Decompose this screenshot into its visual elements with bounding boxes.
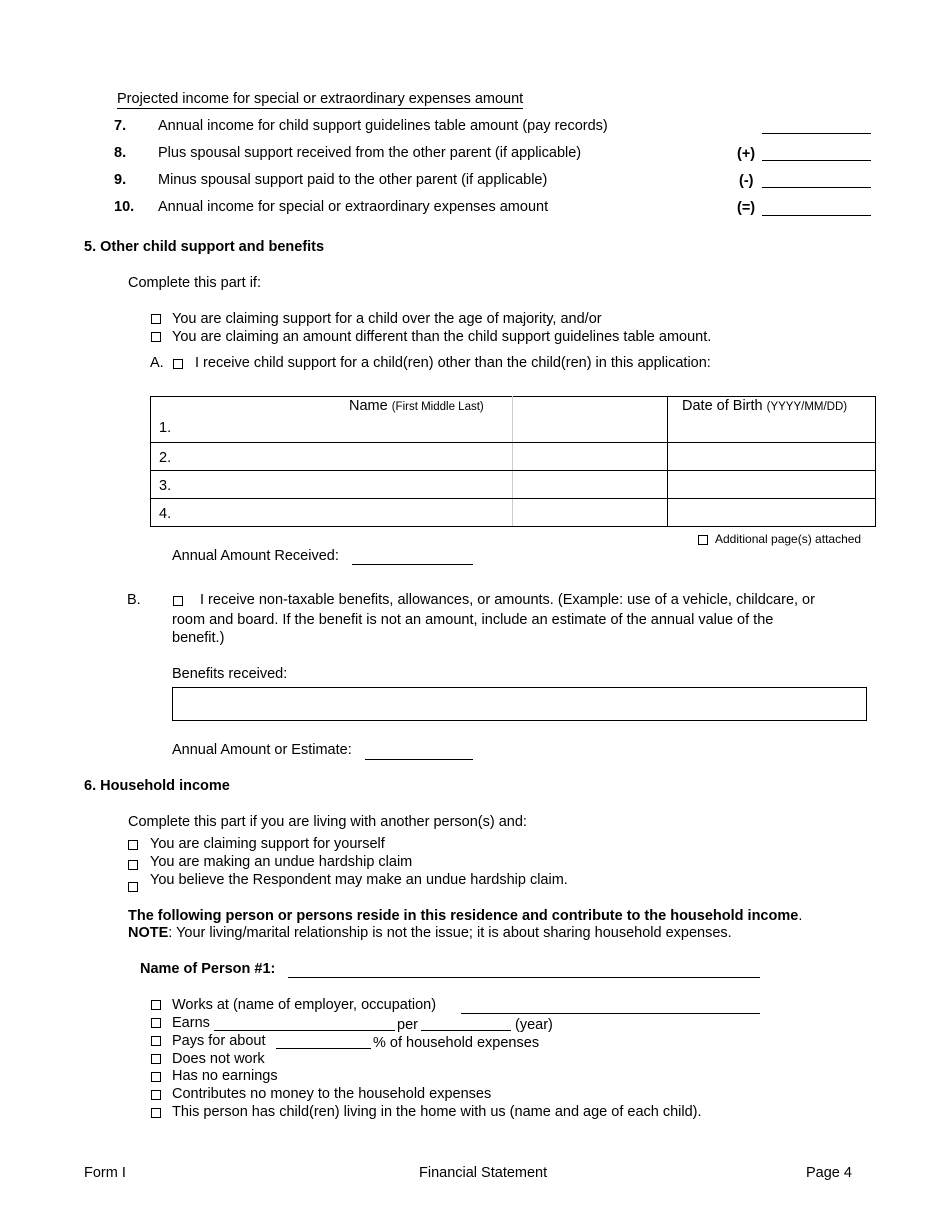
- earns-label: Earns: [172, 1015, 210, 1031]
- footer-page-number: Page 4: [806, 1165, 852, 1181]
- pays-for-label: Pays for about: [172, 1033, 266, 1049]
- footer-title: Financial Statement: [419, 1165, 548, 1181]
- table-row: [151, 471, 876, 499]
- line-9-label: Minus spousal support paid to the other parent (if applicable): [158, 172, 548, 188]
- has-children-label: This person has child(ren) living in the home with us (name and age of each child).: [172, 1104, 702, 1120]
- name-header: Name: [349, 398, 388, 414]
- part-a-label: I receive child support for a child(ren) other than the child(ren) in this application:: [195, 355, 711, 371]
- row-3-name-cell[interactable]: [151, 471, 513, 499]
- household-statement-period: .: [798, 908, 803, 924]
- row-2-extra-cell[interactable]: [513, 443, 668, 471]
- part-b-text-line2: room and board. If the benefit is not an amount, include an estimate of the annual value of the: [172, 612, 774, 628]
- line-10-sign: (=): [737, 200, 756, 216]
- works-at-checkbox[interactable]: [151, 1000, 161, 1010]
- pays-for-checkbox[interactable]: [151, 1036, 161, 1046]
- annual-amount-estimate-label: Annual Amount or Estimate:: [172, 742, 352, 758]
- row-3-dob-cell[interactable]: [668, 471, 876, 499]
- undue-hardship-label: You are making an undue hardship claim: [150, 854, 413, 870]
- respondent-hardship-label: You believe the Respondent may make an undue hardship claim.: [150, 872, 568, 888]
- no-money-checkbox[interactable]: [151, 1090, 161, 1100]
- row-3-label: 3.: [159, 478, 172, 494]
- line-8-sign: (+): [737, 146, 756, 162]
- earns-period-input[interactable]: [421, 1030, 511, 1031]
- person-1-label: Name of Person #1:: [140, 961, 276, 977]
- table-row: [151, 443, 876, 471]
- no-money-label: Contributes no money to the household expenses: [172, 1086, 492, 1102]
- works-at-label: Works at (name of employer, occupation): [172, 997, 437, 1013]
- annual-amount-received-input[interactable]: [352, 564, 473, 565]
- row-4-dob-cell[interactable]: [668, 499, 876, 527]
- table-row: [151, 499, 876, 527]
- section-6-heading: 6. Household income: [84, 778, 230, 794]
- name-hint: (First Middle Last): [391, 401, 484, 413]
- respondent-hardship-checkbox[interactable]: [128, 882, 138, 892]
- benefits-received-input[interactable]: [172, 687, 867, 721]
- dob-hint: (YYYY/MM/DD): [766, 401, 848, 413]
- condition-different-amount-checkbox[interactable]: [151, 332, 161, 342]
- line-8-number: 8.: [114, 145, 127, 161]
- no-earnings-checkbox[interactable]: [151, 1072, 161, 1082]
- undue-hardship-checkbox[interactable]: [128, 860, 138, 870]
- part-b-checkbox[interactable]: [173, 596, 183, 606]
- condition-majority-checkbox[interactable]: [151, 314, 161, 324]
- annual-amount-received-label: Annual Amount Received:: [172, 548, 339, 564]
- dob-header: Date of Birth: [682, 398, 763, 414]
- row-2-dob-cell[interactable]: [668, 443, 876, 471]
- row-1-extra-cell[interactable]: [513, 397, 668, 443]
- row-4-name-cell[interactable]: [151, 499, 513, 527]
- line-8-label: Plus spousal support received from the other parent (if applicable): [158, 145, 582, 161]
- part-a-checkbox[interactable]: [173, 359, 183, 369]
- row-4-extra-cell[interactable]: [513, 499, 668, 527]
- line-10-input[interactable]: [762, 215, 871, 216]
- part-b-text-line1: I receive non-taxable benefits, allowances, or amounts. (Example: use of a vehicle, childcare, or: [200, 592, 815, 608]
- person-1-name-input[interactable]: [288, 977, 760, 978]
- line-10-number: 10.: [114, 199, 135, 215]
- earns-checkbox[interactable]: [151, 1018, 161, 1028]
- condition-different-amount-label: You are claiming an amount different than the child support guidelines table amount.: [172, 329, 712, 345]
- name-header-cell[interactable]: [151, 397, 513, 443]
- note-label: NOTE: [128, 925, 169, 941]
- section-5-heading: 5. Other child support and benefits: [84, 239, 325, 255]
- projected-income-heading: Projected income for special or extraordinary expenses amount: [117, 91, 524, 107]
- claim-support-checkbox[interactable]: [128, 840, 138, 850]
- part-a-letter: A.: [150, 355, 164, 371]
- no-earnings-label: Has no earnings: [172, 1068, 278, 1084]
- table-header-row: [151, 397, 876, 443]
- note-line: [128, 925, 732, 941]
- pays-for-suffix: % of household expenses: [373, 1035, 540, 1051]
- does-not-work-checkbox[interactable]: [151, 1054, 161, 1064]
- children-table: [150, 396, 876, 527]
- line-8-input[interactable]: [762, 160, 871, 161]
- annual-amount-estimate-input[interactable]: [365, 759, 473, 760]
- row-3-extra-cell[interactable]: [513, 471, 668, 499]
- additional-pages-checkbox[interactable]: [698, 535, 708, 545]
- dob-header-cell[interactable]: [668, 397, 876, 443]
- section-6-intro: Complete this part if you are living with another person(s) and:: [128, 814, 527, 830]
- line-10-label: Annual income for special or extraordinary expenses amount: [158, 199, 549, 215]
- section-5-intro: Complete this part if:: [128, 275, 261, 291]
- household-statement-bold: The following person or persons reside in this residence and contribute to the household income: [128, 908, 799, 924]
- row-4-label: 4.: [159, 506, 172, 522]
- benefits-received-label: Benefits received:: [172, 666, 288, 682]
- claim-support-label: You are claiming support for yourself: [150, 836, 385, 852]
- row-2-label: 2.: [159, 450, 172, 466]
- line-9-input[interactable]: [762, 187, 871, 188]
- part-b-text-line3: benefit.): [172, 630, 225, 646]
- footer-form-id: Form I: [84, 1165, 126, 1181]
- earns-amount-input[interactable]: [214, 1030, 395, 1031]
- earns-per-label: per: [397, 1017, 418, 1033]
- household-statement: [128, 908, 802, 924]
- line-9-number: 9.: [114, 172, 127, 188]
- note-text: : Your living/marital relationship is not the issue; it is about sharing household expenses.: [168, 925, 732, 941]
- has-children-checkbox[interactable]: [151, 1108, 161, 1118]
- condition-majority-label: You are claiming support for a child over the age of majority, and/or: [172, 311, 602, 327]
- line-7-label: Annual income for child support guidelines table amount (pay records): [158, 118, 608, 134]
- part-b-letter: B.: [127, 592, 141, 608]
- line-7-input[interactable]: [762, 133, 871, 134]
- additional-pages-label: Additional page(s) attached: [715, 532, 862, 546]
- row-1-label: 1.: [159, 420, 172, 436]
- does-not-work-label: Does not work: [172, 1051, 265, 1067]
- earns-year-label: (year): [515, 1017, 553, 1033]
- works-at-input[interactable]: [461, 1013, 760, 1014]
- line-7-number: 7.: [114, 118, 127, 134]
- line-9-sign: (-): [739, 173, 754, 189]
- row-2-name-cell[interactable]: [151, 443, 513, 471]
- pays-for-percent-input[interactable]: [276, 1048, 371, 1049]
